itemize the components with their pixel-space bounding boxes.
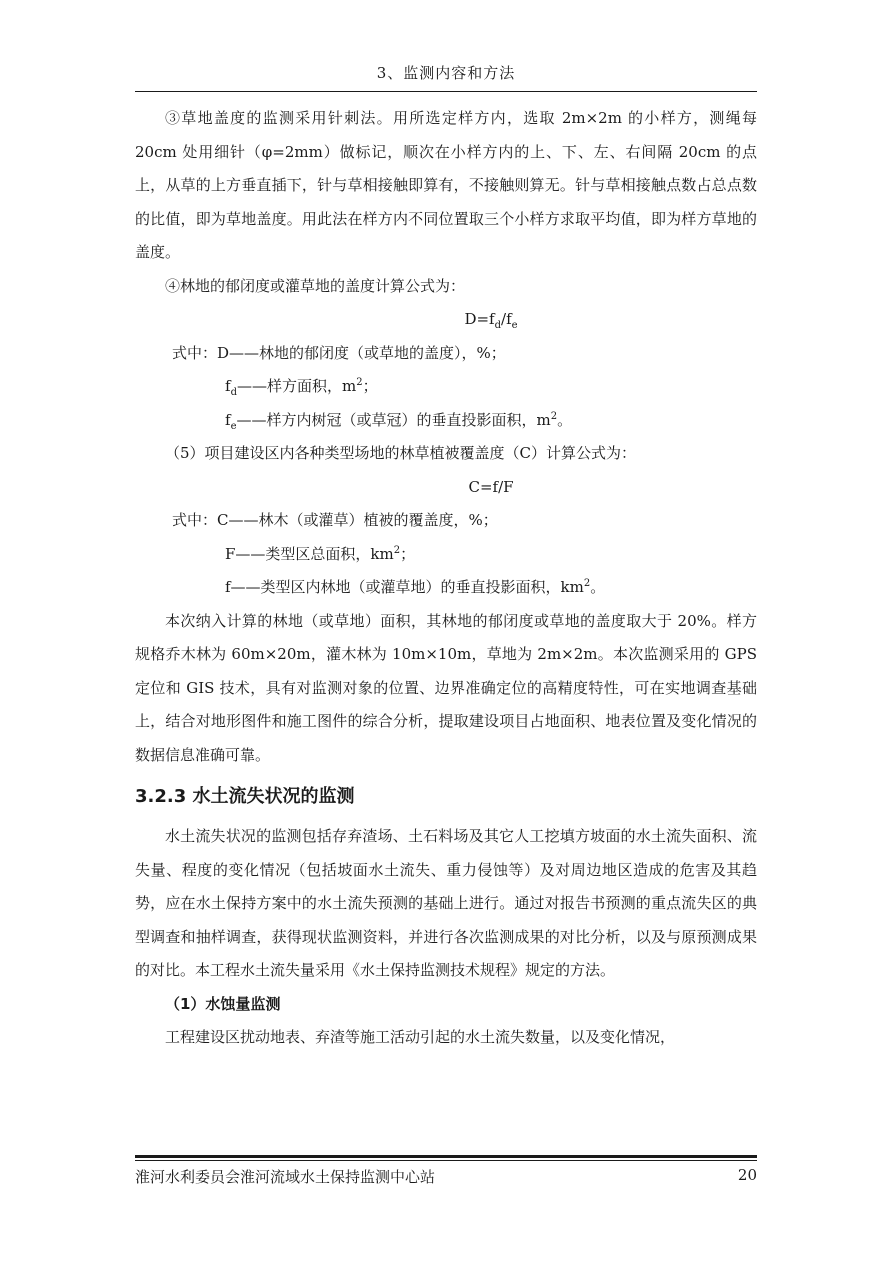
- paragraph-erosion-monitoring: 水土流失状况的监测包括存弃渣场、土石料场及其它人工挖填方坡面的水土流失面积、流失量、程度的变化情况（包括坡面水土流失、重力侵蚀等）及对周边地区造成的危害及其趋势，应在水土保持方案中的水土流失预测的基础上进行。通过对报告书预测的重点流失区的典型调查和抽样调查，获得现状监测资料，并进行各次监测成果的对比分析，以及与原预测成果的对比。本工程水土流失量采用《水土保持监测技术规程》规定的方法。: [135, 827, 757, 979]
- document-body: [135, 102, 757, 1055]
- formula-c: C=f/F: [468, 477, 514, 496]
- paragraph-sampling: 本次纳入计算的林地（或草地）面积，其林地的郁闭度或草地的盖度取大于 20%。样方规格乔木林为 60m×20m，灌木林为 10m×10m，草地为 2m×2m。本次监测采用的 GPS 定位和 GIS 技术，具有对监测对象的位置、边界准确定位的高精度特性，可在实地调查基础上，结合对地形图件和施工图件的综合分析，提取建设项目占地面积、地表位置及变化情况的数据信息准确可靠。: [135, 611, 757, 764]
- definition-F: F——类型区总面积，$km^2$；: [225, 544, 416, 563]
- page-header: 3、监测内容和方法: [376, 64, 516, 82]
- definition-c: 式中：C——林木（或灌草）植被的覆盖度，%；: [172, 511, 498, 529]
- paragraph-grass-coverage: ③草地盖度的监测采用针刺法。用所选定样方内，选取 2m×2m 的小样方，测绳每 20cm 处用细针（φ=2mm）做标记，顺次在小样方内的上、下、左、右间隔 20cm 的点上，从草的上方垂直插下，针与草相接触即算有，不接触则算无。针与草相接触点数占总点数的比值，即为草地盖度。用此法在样方内不同位置取三个小样方求取平均值，即为样方草地的盖度。: [135, 109, 757, 261]
- footer-rule-thin: [135, 1160, 757, 1161]
- definition-fe: $f_e——$样方内树冠（或草冠）的垂直投影面积，$m^2$。: [225, 410, 573, 432]
- paragraph-formula-intro: ④林地的郁闭度或灌草地的盖度计算公式为：: [165, 276, 466, 295]
- definition-f: f——类型区内林地（或灌草地）的垂直投影面积，$km^2$。: [225, 578, 606, 596]
- footer-rule-thick: [135, 1155, 757, 1158]
- definition-d: 式中：D——林地的郁闭度（或草地的盖度），%；: [172, 343, 506, 362]
- definition-fd: $f_d——$样方面积，$m^2$；: [225, 377, 378, 398]
- subheading-water-erosion: （1）水蚀量监测: [165, 994, 281, 1013]
- formula-d: $D=f_d/f_e$: [464, 310, 518, 331]
- header-rule: [135, 91, 757, 92]
- paragraph-construction-area: 工程建设区扰动地表、弃渣等施工活动引起的水土流失数量，以及变化情况，: [165, 1028, 676, 1046]
- footer-organization: 淮河水利委员会淮河流域水土保持监测中心站: [135, 1168, 436, 1186]
- paragraph-coverage-intro: （5）项目建设区内各种类型场地的林草植被覆盖度（C）计算公式为：: [165, 444, 637, 462]
- section-heading: 3.2.3 水土流失状况的监测: [135, 786, 355, 807]
- page-number: 20: [737, 1166, 757, 1184]
